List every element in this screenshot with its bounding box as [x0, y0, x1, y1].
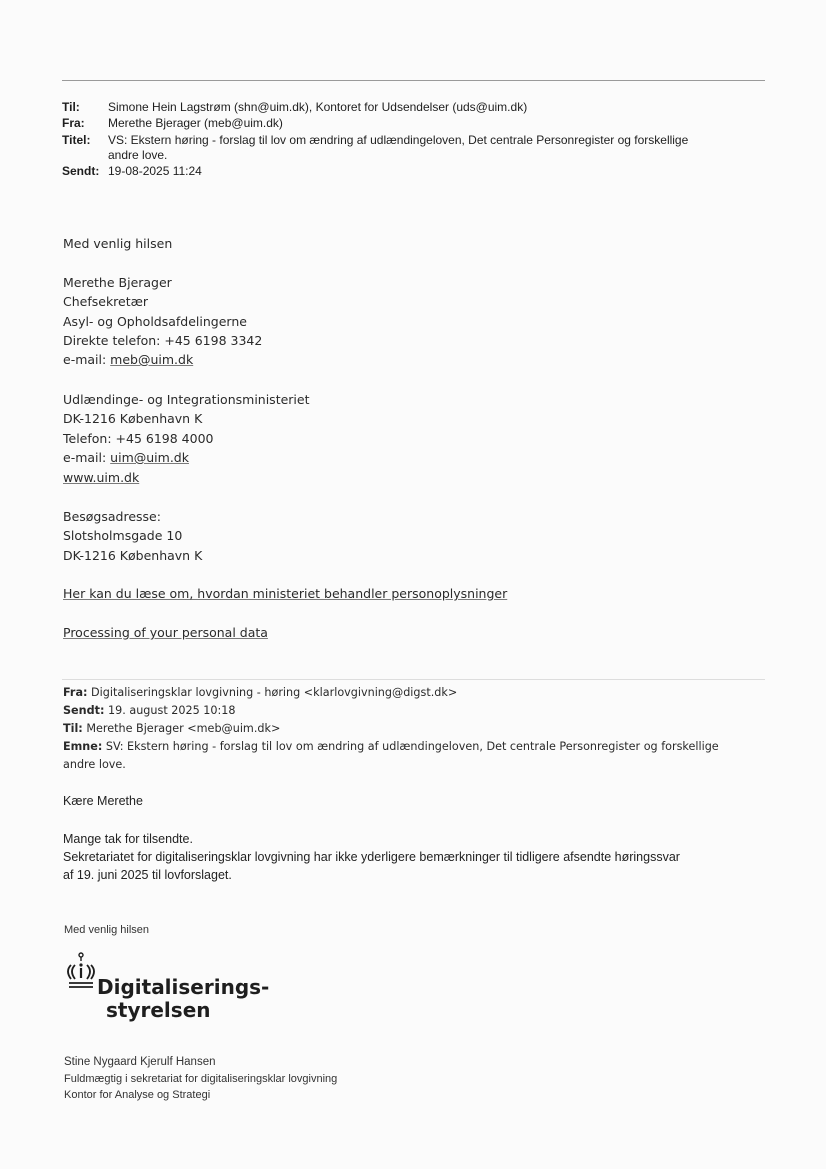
fwd-from-label: Fra:: [63, 686, 88, 699]
visit-street: Slotsholmsgade 10: [63, 528, 183, 543]
fwd-to-value: Merethe Bjerager <meb@uim.dk>: [82, 722, 281, 735]
title-value-line1: VS: Ekstern høring - forslag til lov om ændring af udlændingeloven, Det centrale Personregister og forskellige: [108, 133, 689, 147]
logo-text-line2: styrelsen: [106, 998, 211, 1022]
signature-email-prefix: e-mail:: [63, 352, 111, 367]
forwarded-divider: [62, 679, 765, 680]
from-value: Merethe Bjerager (meb@uim.dk): [108, 116, 283, 130]
signature-department: Asyl- og Opholdsafdelingerne: [63, 314, 247, 329]
signature-email-link[interactable]: meb@uim.dk: [110, 352, 194, 367]
fwd-subject-label: Emne:: [63, 740, 103, 753]
org-email-prefix: e-mail:: [63, 450, 111, 465]
visit-label: Besøgsadresse:: [63, 509, 161, 524]
visit-city: DK-1216 København K: [63, 548, 203, 563]
fwd-sent-label: Sendt:: [63, 704, 105, 717]
sender-office: Kontor for Analyse og Strategi: [64, 1089, 211, 1101]
org-email-row: [63, 448, 189, 467]
title-label: Titel:: [62, 133, 91, 147]
signature-role: Chefsekretær: [63, 294, 149, 309]
org-address: DK-1216 København K: [63, 411, 203, 426]
signature-direct-phone: Direkte telefon: +45 6198 3342: [63, 333, 263, 348]
signature-name: Merethe Bjerager: [63, 275, 172, 290]
website-link[interactable]: www.uim.dk: [63, 470, 140, 485]
org-email-link[interactable]: uim@uim.dk: [110, 450, 189, 465]
header-top-divider: [62, 80, 765, 81]
crown-emblem-icon: [62, 949, 102, 999]
fwd-sent-value: 19. august 2025 10:18: [104, 704, 236, 717]
to-value: Simone Hein Lagstrøm (shn@uim.dk), Kontoret for Udsendelser (uds@uim.dk): [108, 100, 528, 114]
greeting: Med venlig hilsen: [63, 236, 173, 251]
privacy-link-en[interactable]: Processing of your personal data: [63, 625, 268, 640]
signature-email-row: [63, 350, 193, 369]
org-name: Udlændinge- og Integrationsministeriet: [63, 392, 310, 407]
privacy-link-da[interactable]: Her kan du læse om, hvordan ministeriet behandler personoplysninger: [63, 586, 508, 601]
fwd-subject-row: [63, 738, 783, 756]
sent-value: 19-08-2025 11:24: [108, 164, 202, 178]
fwd-from-value: Digitaliseringsklar lovgivning - høring <klarlovgivning@digst.dk>: [87, 686, 458, 699]
digitaliseringsstyrelsen-logo: [62, 949, 292, 1021]
fwd-to-row: [63, 720, 280, 738]
from-label: Fra:: [62, 116, 85, 130]
reply-closing: Med venlig hilsen: [64, 924, 149, 936]
fwd-subject-value-line1: SV: Ekstern høring - forslag til lov om ændring af udlændingeloven, Det centrale Personregister og forskellige: [102, 740, 719, 753]
to-label: Til:: [62, 100, 80, 114]
body-line2: af 19. juni 2025 til lovforslaget.: [63, 868, 232, 882]
fwd-subject-value-line2: andre love.: [63, 758, 126, 771]
thanks-line: Mange tak for tilsendte.: [63, 832, 193, 846]
title-value-line2: andre love.: [108, 148, 168, 162]
org-phone: Telefon: +45 6198 4000: [63, 431, 214, 446]
fwd-sent-row: [63, 702, 236, 720]
sender-title: Fuldmægtig i sekretariat for digitaliseringsklar lovgivning: [64, 1073, 338, 1085]
body-line1: Sekretariatet for digitaliseringsklar lovgivning har ikke yderligere bemærkninger til tidligere afsendte høringssvar: [63, 850, 680, 864]
sender-name: Stine Nygaard Kjerulf Hansen: [64, 1056, 216, 1068]
sent-label: Sendt:: [62, 164, 100, 178]
logo-text-line1: Digitaliserings-: [97, 975, 270, 999]
salutation: Kære Merethe: [63, 794, 143, 808]
fwd-from-row: [63, 684, 457, 702]
fwd-to-label: Til:: [63, 722, 83, 735]
